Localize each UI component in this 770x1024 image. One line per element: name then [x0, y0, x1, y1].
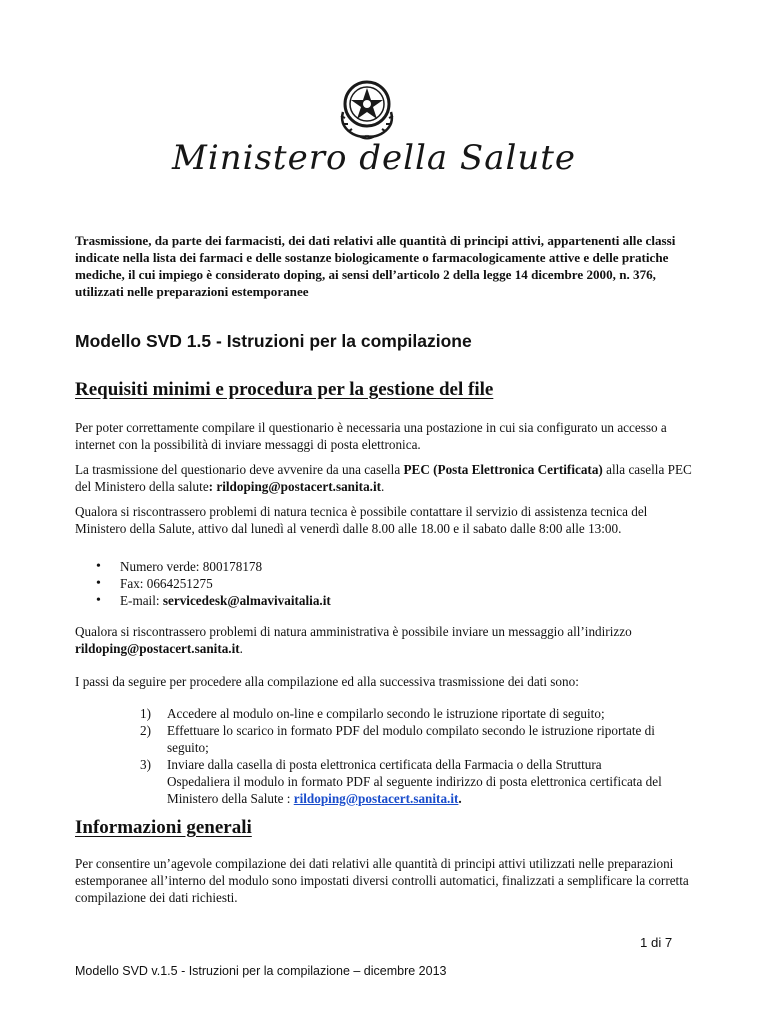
paragraph-pec-transmission [75, 461, 700, 495]
republic-emblem-icon [331, 72, 403, 142]
section-heading-requirements: Requisiti minimi e procedura per la gestione del file [75, 379, 494, 400]
page-number: 1 di 7 [640, 935, 673, 950]
servicedesk-email: servicedesk@almavivaitalia.it [162, 593, 331, 608]
paragraph-administrative-support [75, 623, 700, 657]
section-heading-general-info: Informazioni generali [75, 817, 252, 838]
step-number: 3) [140, 757, 151, 772]
paragraph-requirements: Per poter correttamente compilare il questionario è necessaria una postazione in cui sia configurato un accesso a internet con la possibilità di inviare messaggi di posta elettronica. [75, 420, 667, 452]
pec-text-middle: alla casella PEC del Ministero della salute [75, 462, 692, 494]
step-text: Effettuare lo scarico in formato PDF del modulo compilato secondo le istruzione riportate di seguito; [167, 723, 655, 755]
admin-text-end: . [239, 641, 243, 656]
step-text: Inviare dalla casella di posta elettronica certificata della Farmacia o della Struttura Ospedaliera il modulo in formato PDF al seguente indirizzo di posta elettronica certificata del Ministero della Salute : [167, 757, 662, 806]
pec-text-end: . [381, 479, 385, 494]
paragraph-steps-intro: I passi da seguire per procedere alla compilazione ed alla successiva trasmissione dei dati sono: [75, 674, 579, 689]
step-number: 1) [140, 706, 151, 721]
list-item-phone: • Numero verde: 800178178 [96, 558, 331, 575]
list-item-fax: • Fax: 0664251275 [96, 575, 331, 592]
paragraph-general-info: Per consentire un’agevole compilazione dei dati relativi alle quantità di principi attivi utilizzati nelle preparazioni estemporanee all’interno del modulo sono impostati diversi controlli automatici, finalizzati a semplificare la corretta compilazione dei dati richiesti. [75, 856, 689, 905]
pec-text-start: La trasmissione del questionario deve avvenire da una casella [75, 462, 404, 477]
step-number: 2) [140, 723, 151, 738]
contact-list [96, 558, 331, 609]
document-subject: Trasmissione, da parte dei farmacisti, dei dati relativi alle quantità di principi attivi, appartenenti alle classi indicate nella lista dei farmaci e delle sostanze biologicamente o farmacologicamente attive e delle pratiche mediche, il cui impiego è considerato doping, ai sensi dell’articolo 2 della legge 14 dicembre 2000, n. 376, utilizzati nelle preparazioni estemporanee [75, 233, 676, 299]
list-item-step [130, 722, 665, 756]
ministry-name: Ministero della Salute [172, 138, 577, 178]
list-item-step [130, 756, 665, 807]
page-footer: Modello SVD v.1.5 - Istruzioni per la compilazione – dicembre 2013 [75, 964, 447, 978]
pec-term: PEC (Posta Elettronica Certificata) [403, 462, 603, 477]
document-title: Modello SVD 1.5 - Istruzioni per la compilazione [75, 331, 472, 351]
list-item-step [130, 705, 665, 722]
rildoping-email-link[interactable]: rildoping@postacert.sanita.it [293, 791, 459, 806]
email-label: E-mail: [120, 593, 163, 608]
step-text-end: . [458, 791, 462, 806]
steps-list [130, 705, 665, 807]
admin-text: Qualora si riscontrassero problemi di natura amministrativa è possibile inviare un messaggio all’indirizzo [75, 624, 632, 639]
admin-email: rildoping@postacert.sanita.it [75, 641, 240, 656]
list-item-email [96, 592, 331, 609]
step-text: Accedere al modulo on-line e compilarlo secondo le istruzione riportate di seguito; [167, 706, 605, 721]
paragraph-technical-support: Qualora si riscontrassero problemi di natura tecnica è possibile contattare il servizio di assistenza tecnica del Ministero della Salute, attivo dal lunedì al venerdì dalle 8.00 alle 18.00 e il sabato dalle 8:00 alle 13:00. [75, 504, 648, 536]
pec-email: : rildoping@postacert.sanita.it [208, 479, 382, 494]
